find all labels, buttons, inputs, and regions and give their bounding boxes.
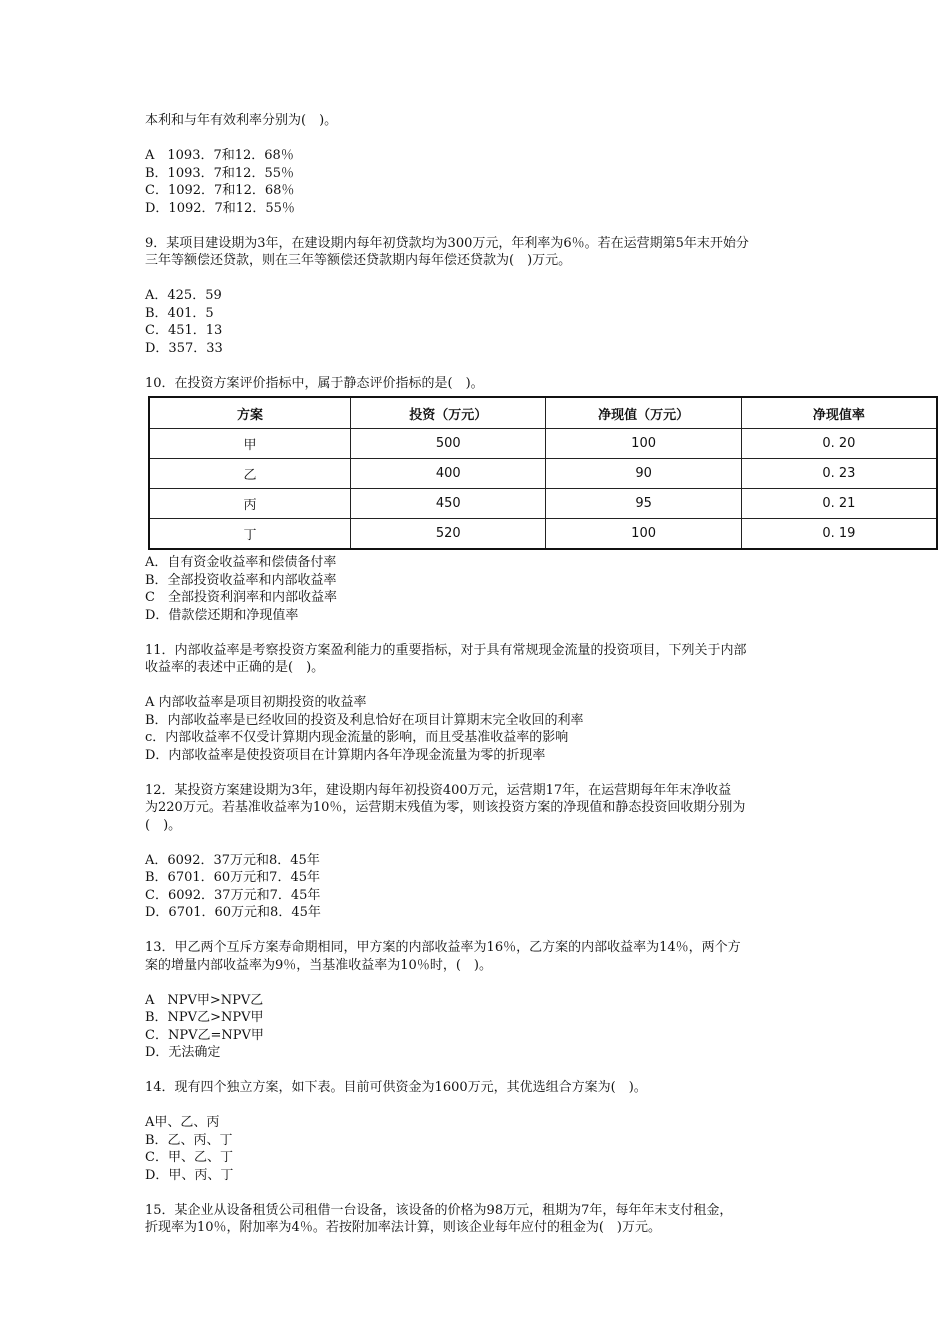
q13-line-2: 案的增量内部收益率为9％，当基准收益率为10％时，( )。 [145, 957, 492, 973]
table-cell: 甲 [149, 429, 351, 459]
q9-line-1: 9．某项目建设期为3年，在建设期内每年初贷款均为300万元，年利率为6％。若在运营期第5年末开始分 [145, 235, 749, 251]
table-header-cell: 投资（万元） [351, 397, 546, 429]
q11-line-1: 11．内部收益率是考察投资方案盈利能力的重要指标，对于具有常规现金流量的投资项目，下列关于内部 [145, 642, 747, 658]
q9-option-d: D．357．33 [145, 340, 223, 356]
q9-option-a: A．425．59 [145, 288, 222, 303]
table-cell: 丁 [149, 519, 351, 550]
q14-option-d: D．甲、丙、丁 [145, 1167, 234, 1183]
q14-line-1: 14．现有四个独立方案，如下表。目前可供资金为1600万元，其优选组合方案为( )。 [145, 1080, 647, 1095]
q11-option-a: A 内部收益率是项目初期投资的收益率 [145, 695, 367, 710]
table-cell: 0. 23 [741, 459, 937, 489]
table-cell: 100 [546, 519, 741, 550]
table-cell: 0. 21 [741, 489, 937, 519]
intro-line: 本利和与年有效利率分别为( )。 [145, 113, 338, 128]
table-cell: 500 [351, 429, 546, 459]
table-header-cell: 净现值率 [741, 397, 937, 429]
table-cell: 95 [546, 489, 741, 519]
q8-options [145, 147, 810, 217]
q8-option-d: D．1092．7和12．55％ [145, 200, 295, 216]
q10-options [145, 554, 810, 624]
q13-option-c: C．NPV乙=NPV甲 [145, 1027, 264, 1043]
q8-option-b: B．1093．7和12．55％ [145, 165, 294, 181]
table-cell: 520 [351, 519, 546, 550]
q8-option-c: C．1092．7和12．68％ [145, 183, 295, 198]
q9-options [145, 287, 810, 357]
q14-option-c: C．甲、乙、丁 [145, 1150, 233, 1165]
table-header-cell: 净现值（万元） [546, 397, 741, 429]
q12-options [145, 852, 810, 922]
q10-option-a: A．自有资金收益率和偿债备付率 [145, 555, 337, 570]
q11-option-b: B．内部收益率是已经收回的投资及利息恰好在项目计算期末完全收回的利率 [145, 712, 584, 728]
q14-option-b: B．乙、丙、丁 [145, 1132, 233, 1148]
q15-line-2: 折现率为10％，附加率为4％。若按附加率法计算，则该企业每年应付的租金为( )万元。 [145, 1220, 661, 1235]
q9-option-b: B．401．5 [145, 305, 214, 321]
q13-options [145, 992, 810, 1062]
table-header-cell: 方案 [149, 397, 351, 429]
q10-option-d: D．借款偿还期和净现值率 [145, 607, 299, 623]
q15-line-1: 15．某企业从设备租赁公司租借一台设备，该设备的价格为98万元，租期为7年，每年年末支付租金， [145, 1202, 733, 1218]
q13-option-d: D．无法确定 [145, 1045, 221, 1060]
table-cell: 400 [351, 459, 546, 489]
table-row [149, 459, 937, 489]
q11-option-d: D．内部收益率是使投资项目在计算期内各年净现金流量为零的折现率 [145, 747, 546, 763]
table-cell: 丙 [149, 489, 351, 519]
table-row [149, 429, 937, 459]
q14-option-a: A甲、乙、丙 [145, 1115, 220, 1130]
table-cell: 100 [546, 429, 741, 459]
q12-option-d: D．6701．60万元和8．45年 [145, 905, 321, 920]
scheme-table-wrap [148, 396, 938, 546]
q13-line-1: 13．甲乙两个互斥方案寿命期相同，甲方案的内部收益率为16％，乙方案的内部收益率为14％，两个方 [145, 940, 741, 955]
q14-options [145, 1114, 810, 1184]
q12-line-3: ( )。 [145, 817, 182, 833]
q8-option-a: A 1093．7和12．68％ [145, 148, 294, 163]
q12-option-a: A．6092．37万元和8．45年 [145, 852, 320, 868]
q10-option-b: B．全部投资收益率和内部收益率 [145, 572, 337, 588]
q13-option-a: A NPV甲>NPV乙 [145, 992, 264, 1008]
q12-option-c: C．6092．37万元和7．45年 [145, 887, 321, 903]
scheme-table [148, 396, 938, 550]
q11-options [145, 694, 810, 764]
table-cell: 0. 19 [741, 519, 937, 550]
table-cell: 90 [546, 459, 741, 489]
q9-line-2: 三年等额偿还贷款，则在三年等额偿还贷款期内每年偿还贷款为( )万元。 [145, 253, 572, 268]
q12-line-1: 12．某投资方案建设期为3年，建设期内每年初投资400万元，运营期17年，在运营期每年年末净收益 [145, 782, 732, 798]
q12-line-2: 为220万元。若基准收益率为10％，运营期末残值为零，则该投资方案的净现值和静态投资回收期分别为 [145, 800, 746, 815]
table-cell: 450 [351, 489, 546, 519]
q10-option-c: C 全部投资利润率和内部收益率 [145, 590, 337, 605]
q13-option-b: B．NPV乙>NPV甲 [145, 1010, 264, 1025]
document-continuation [145, 554, 810, 1237]
table-cell: 0. 20 [741, 429, 937, 459]
document-page [145, 112, 810, 392]
table-row [149, 489, 937, 519]
q10-line: 10．在投资方案评价指标中，属于静态评价指标的是( )。 [145, 375, 484, 391]
q12-option-b: B．6701．60万元和7．45年 [145, 870, 320, 885]
q11-option-c: c．内部收益率不仅受计算期内现金流量的影响，而且受基准收益率的影响 [145, 730, 569, 745]
q9-option-c: C．451．13 [145, 323, 223, 338]
table-cell: 乙 [149, 459, 351, 489]
table-header-row [149, 397, 937, 429]
table-row [149, 519, 937, 550]
q11-line-2: 收益率的表述中正确的是( )。 [145, 660, 325, 675]
